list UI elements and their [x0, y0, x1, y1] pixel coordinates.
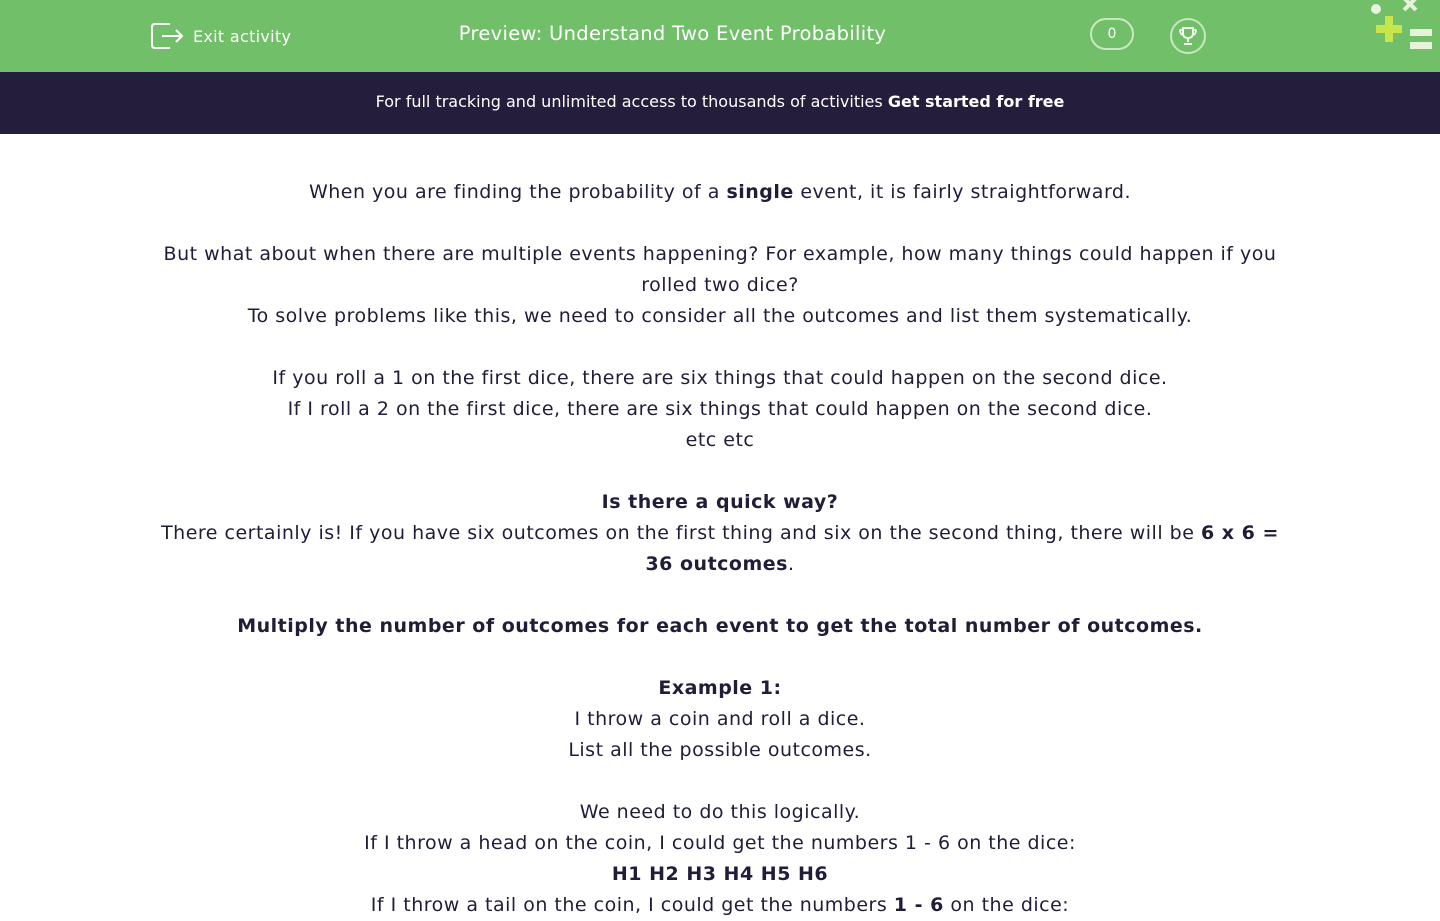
- signup-banner: [0, 72, 1440, 134]
- trophy-icon: [1177, 25, 1199, 47]
- roll-two-line: If I roll a 2 on the first dice, there are six things that could happen on the second dice.: [287, 398, 1153, 420]
- example-heading: Example 1:: [658, 677, 782, 699]
- roll-one-line: If you roll a 1 on the first dice, there are six things that could happen on the second dice.: [272, 367, 1168, 389]
- multiply-rule: Multiply the number of outcomes for each event to get the total number of outcomes.: [237, 615, 1203, 637]
- example-line-2: List all the possible outcomes.: [568, 739, 872, 761]
- lesson-content: [150, 177, 1290, 921]
- etc-line: etc etc: [685, 429, 755, 451]
- top-bar: [0, 0, 1440, 72]
- get-started-link[interactable]: Get started for free: [887, 92, 1065, 111]
- single-emphasis: single: [726, 181, 794, 203]
- trophy-button[interactable]: [1170, 18, 1206, 54]
- systematic-paragraph: To solve problems like this, we need to consider all the outcomes and list them systematically.: [247, 305, 1193, 327]
- head-line: If I throw a head on the coin, I could get the numbers 1 - 6 on the dice:: [364, 832, 1076, 854]
- banner-text: For full tracking and unlimited access to thousands of activities: [375, 92, 883, 111]
- exit-icon: [150, 21, 184, 51]
- brand-logo: [1366, 0, 1440, 56]
- example-line-1: I throw a coin and roll a dice.: [574, 708, 866, 730]
- quick-way-paragraph: There certainly is! If you have six outcomes on the first thing and six on the second thing, there will be 6 x 6 = 36 outcomes.: [161, 522, 1279, 575]
- head-outcomes: H1 H2 H3 H4 H5 H6: [611, 863, 829, 885]
- exit-activity-button[interactable]: [150, 20, 291, 52]
- score-counter: 0: [1090, 18, 1134, 50]
- logic-line: We need to do this logically.: [579, 801, 861, 823]
- page-title: Preview: Understand Two Event Probability: [458, 22, 887, 45]
- intro-paragraph: When you are finding the probability of a single event, it is fairly straightforward.: [308, 181, 1132, 203]
- exit-activity-label: Exit activity: [193, 26, 292, 46]
- tail-line: If I throw a tail on the coin, I could get the numbers 1 - 6 on the dice:: [370, 894, 1070, 916]
- quick-way-heading: Is there a quick way?: [601, 491, 839, 513]
- multiple-events-paragraph: But what about when there are multiple events happening? For example, how many things could happen if you rolled two dice?: [163, 243, 1277, 296]
